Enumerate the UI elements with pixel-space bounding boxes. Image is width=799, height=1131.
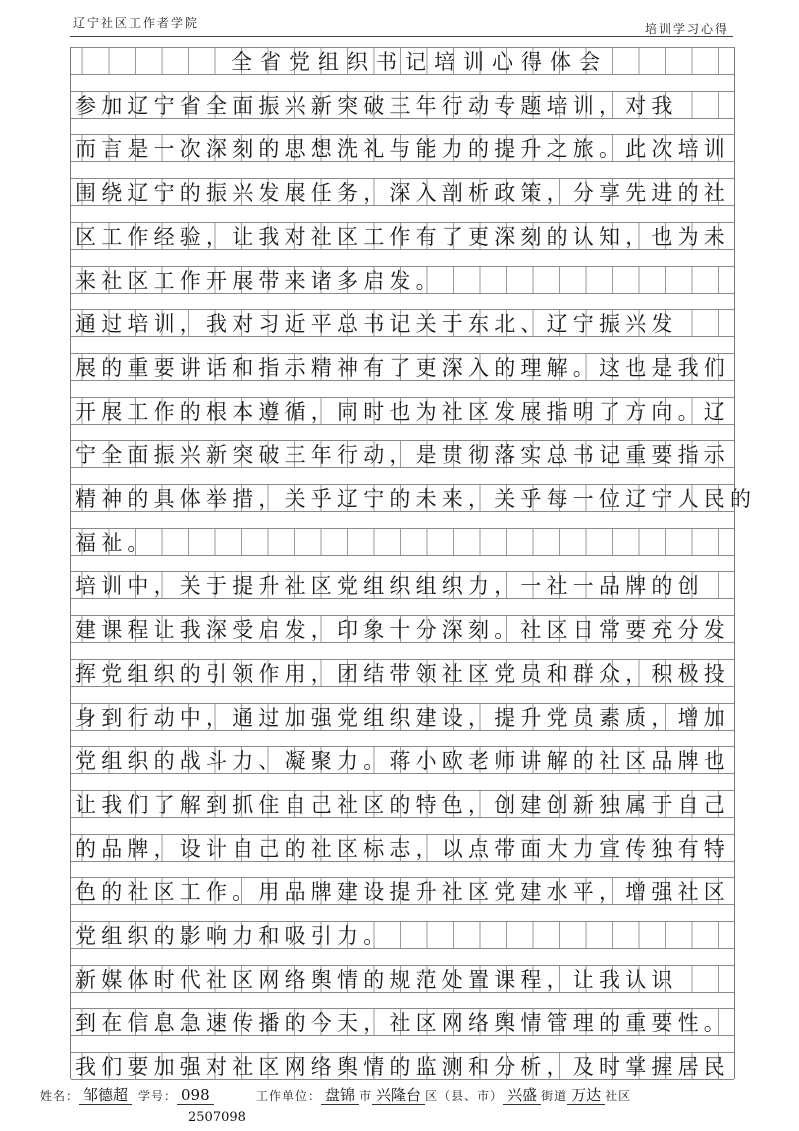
grid-row	[71, 440, 734, 468]
header-divider	[70, 36, 733, 37]
grid-row	[71, 528, 734, 556]
essay-line: 建课程让我深受启发，印象十分深刻。社区日常要充分发	[75, 618, 730, 642]
grid-row	[71, 615, 734, 643]
essay-title: 全省党组织书记培训心得体会	[231, 50, 608, 74]
grid-row	[71, 921, 734, 949]
city-value: 盘锦	[321, 1086, 359, 1105]
essay-line: 区工作经验，让我对社区工作有了更深刻的认知，也为未	[75, 225, 730, 249]
essay-line: 让我们了解到抓住自己社区的特色，创建创新独属于自己	[75, 793, 730, 817]
name-value: 邹德超	[79, 1086, 132, 1105]
work-unit-label: 工作单位：	[256, 1089, 322, 1103]
manuscript-grid-sheet	[70, 47, 757, 1079]
essay-line: 展的重要讲话和指示精神有了更深入的理解。这也是我们	[75, 356, 730, 380]
essay-line: 的品牌，设计自己的社区标志，以点带面大力宣传独有特	[75, 837, 730, 861]
name-label: 姓名：	[40, 1089, 80, 1103]
grid-row	[71, 834, 734, 862]
student-id-field	[138, 1086, 214, 1105]
essay-line: 色的社区工作。用品牌建设提升社区党建水平，增强社区	[75, 880, 730, 904]
essay-line: 到在信息急速传播的今天，社区网络舆情管理的重要性。	[75, 1011, 730, 1035]
essay-line: 参加辽宁省全面振兴新突破三年行动专题培训，对我	[75, 94, 678, 118]
street-label: 街道	[541, 1089, 568, 1103]
essay-line: 挥党组织的引领作用，团结带领社区党员和群众，积极投	[75, 662, 730, 686]
work-unit-field	[256, 1086, 631, 1105]
grid-row	[71, 309, 734, 337]
essay-line: 宁全面振兴新突破三年行动，是贯彻落实总书记重要指示	[75, 443, 730, 467]
grid-row	[71, 484, 757, 512]
student-id-full: 2507098	[188, 1110, 246, 1125]
district-value: 兴隆台	[372, 1086, 425, 1105]
essay-line: 福祉。	[75, 531, 154, 555]
grid-row	[71, 222, 734, 250]
student-id-label: 学号：	[138, 1089, 178, 1103]
grid-row	[71, 571, 734, 599]
name-field	[40, 1086, 132, 1105]
grid-row	[71, 703, 734, 731]
essay-line: 开展工作的根本遵循，同时也为社区发展指明了方向。辽	[75, 400, 730, 424]
street-value: 兴盛	[503, 1086, 541, 1105]
grid-row	[71, 790, 734, 818]
institution-name: 辽宁社区工作者学院	[73, 16, 200, 30]
essay-line: 党组织的影响力和吸引力。	[75, 924, 390, 948]
grid-row	[71, 134, 734, 162]
city-label: 市	[359, 1089, 373, 1103]
grid-row	[71, 965, 734, 993]
community-value: 万达	[567, 1086, 605, 1105]
grid-row	[71, 659, 734, 687]
essay-line: 围绕辽宁的振兴发展任务，深入剖析政策，分享先进的社	[75, 181, 730, 205]
essay-line: 新媒体时代社区网络舆情的规范处置课程，让我认识	[75, 968, 678, 992]
essay-line: 通过培训，我对习近平总书记关于东北、辽宁振兴发	[75, 312, 678, 336]
essay-line: 精神的具体举措，关乎辽宁的未来，关乎每一位辽宁人民的	[75, 487, 757, 511]
student-id-value: 098	[177, 1086, 214, 1105]
essay-line: 培训中，关于提升社区党组织组织力，一社一品牌的创	[75, 574, 704, 598]
grid-row	[71, 397, 734, 425]
essay-line: 身到行动中，通过加强党组织建设，提升党员素质，增加	[75, 706, 730, 730]
grid-row	[71, 178, 734, 206]
grid-row	[71, 746, 734, 774]
document-type-label: 培训学习心得	[644, 22, 729, 36]
essay-line: 党组织的战斗力、凝聚力。蒋小欧老师讲解的社区品牌也	[75, 749, 730, 773]
community-label: 社区	[605, 1089, 632, 1103]
page-footer	[0, 1080, 799, 1130]
grid-row	[71, 1008, 734, 1036]
essay-line: 我们要加强对社区网络舆情的监测和分析，及时掌握居民	[75, 1055, 730, 1079]
essay-line: 而言是一次深刻的思想洗礼与能力的提升之旅。此次培训	[75, 137, 730, 161]
grid-row-title	[71, 47, 734, 75]
page-header	[0, 0, 799, 40]
grid-row	[71, 91, 734, 119]
grid-row	[71, 877, 734, 905]
grid-row	[71, 1052, 734, 1080]
grid-row	[71, 353, 734, 381]
grid-row	[71, 266, 734, 294]
essay-line: 来社区工作开展带来诸多启发。	[75, 269, 442, 293]
district-label: 区（县、市）	[425, 1089, 504, 1103]
